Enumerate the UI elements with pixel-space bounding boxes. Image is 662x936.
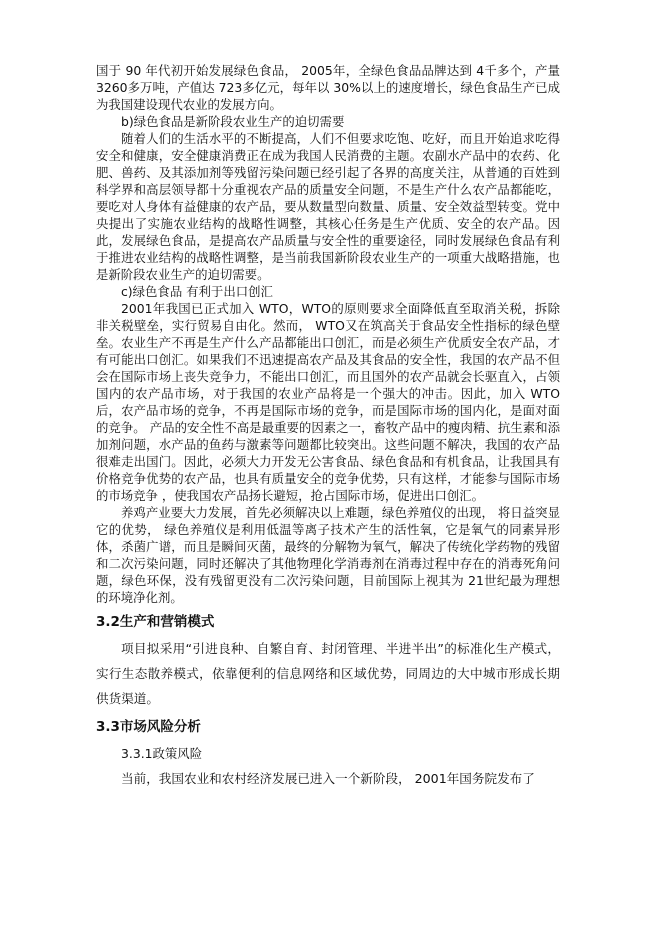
subheading-b-urgent-need: b)绿色食品是新阶段农业生产的迫切需要 — [121, 114, 345, 129]
subheading-c-export: c)绿色食品 有利于出口创汇 — [121, 284, 273, 299]
section-heading-3-3: 3.3市场风险分析 — [96, 719, 201, 735]
paragraph-food-safety-demand: 随着人们的生活水平的不断提高，人们不但要求吃饱、吃好，而且开始追求吃得安全和健康，安全健康消费正在成为我国人民消费的主题。农副水产品中的农药、化肥、兽药、及其添加剂等残留污染问题已经引起了各界的高度关注，从普通的百姓到科学界和高层领导都十分重视农产品的质量安全问题，不是生产什么农产品都能吃，要吃对人身体有益健康的农产品，要从数量型向数量、质量、安全效益型转变。党中央提出了实施农业结构的战略性调整，其核心任务是生产优质、安全的农产品。因此，发展绿色食品，是提高农产品质量与安全性的重要途径，同时发展绿色食品有利于推进农业结构的战略性调整，是当前我国新阶段农业生产的一项重大战略措施，也是新阶段农业生产的迫切需要。 — [96, 131, 560, 282]
paragraph-green-food-history: 国于 90 年代初开始发展绿色食品， 2005年，全绿色食品品牌达到 4千多个，产量 3260多万吨，产值达 723多亿元，每年以 30%以上的速度增长，绿色食品生产已成为我国建设现代农业的发展方向。 — [96, 63, 560, 112]
paragraph-wto-green-barrier: 2001年我国已正式加入 WTO，WTO的原则要求全面降低直至取消关税，拆除非关税壁垒，实行贸易自由化。然而， WTO又在筑高关于食品安全性指标的绿色壁垒。农业生产不再是生产什么产品都能出口创汇，而是必须生产优质安全农产品，才有可能出口创汇。如果我们不迅速提高农产品及其食品的安全性，我国的农产品不但会在国际市场上丧失竞争力，不能出口创汇，而且国外的农产品就会长驱直入，占领国内的农产品市场，对于我国的农业产品将是一个强大的冲击。因此，加入 WTO后，农产品市场的竞争，不再是国际市场的竞争，而是国际市场的国内化，是面对面的竞争。 产品的安全性不高是最重要的因素之一，畜牧产品中的瘦肉精、抗生素和添加剂问题，水产品的鱼药与激素等问题都比较突出。这些问题不解决，我国的农产品很难走出国门。因此，必须大力开发无公害食品、绿色食品和有机食品，让我国具有价格竞争优势的农产品，也具有质量安全的竞争优势，只有这样，才能参与国际市场的市场竞争 ，使我国农产品扬长避短，抢占国际市场，促进出口创汇。 — [96, 301, 560, 503]
paragraph-policy-intro: 当前，我国农业和农村经济发展已进入一个新阶段， 2001年国务院发布了 — [121, 771, 535, 786]
paragraph-green-breeding-device: 养鸡产业要大力发展，首先必须解决以上难题，绿色养殖仪的出现， 将日益突显它的优势， 绿色养殖仪是利用低温等离子技术产生的活性氧，它是氧气的同素异形体，杀菌广谱，而且是瞬间灭菌，最终的分解物为氧气，解决了传统化学药物的残留和二次污染问题，同时还解决了其他物理化学消毒剂在消毒过程中存在的消毒死角问题，绿色环保，没有残留更没有二次污染问题，目前国际上视其为 21世纪最为理想的环境净化剂。 — [96, 505, 560, 605]
paragraph-production-model: 项目拟采用“引进良种、自繁自育、封闭管理、半进半出”的标准化生产模式，实行生态散养模式，依靠便利的信息网络和区域优势，同周边的大中城市形成长期供货渠道。 — [96, 641, 560, 706]
subheading-3-3-1-policy-risk: 3.3.1政策风险 — [121, 746, 203, 761]
document-page — [96, 62, 560, 791]
section-heading-3-2: 3.2生产和营销模式 — [96, 614, 215, 630]
